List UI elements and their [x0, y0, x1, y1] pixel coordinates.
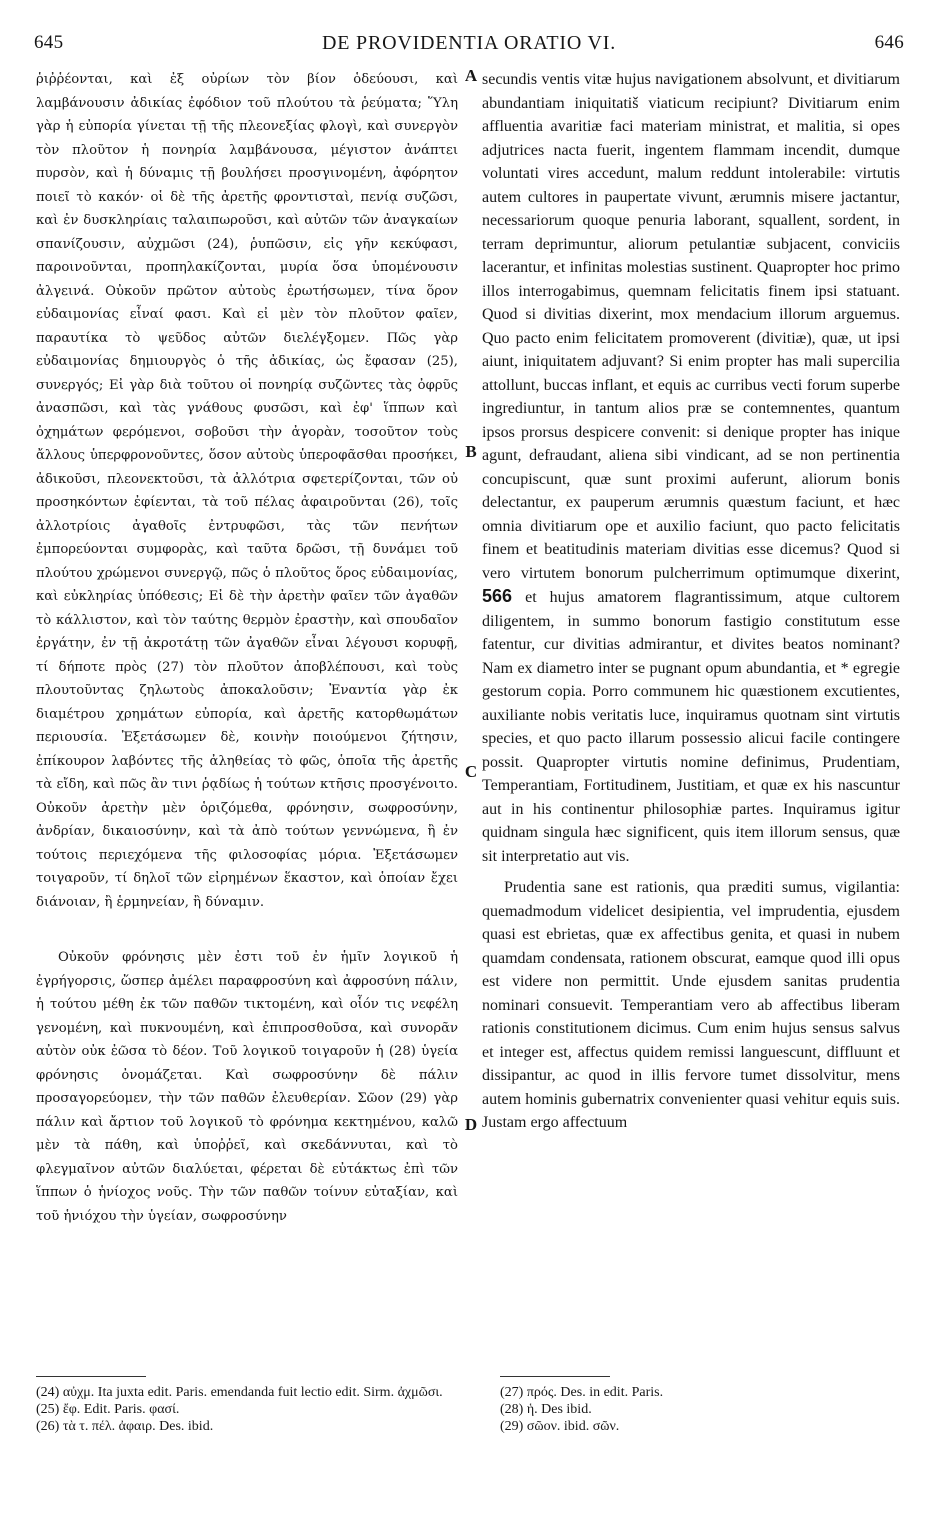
latin-paragraph-2: Prudentia sane est rationis, qua præditi sumus, vigilantia: quemadmodum videlicet desipientia, vel imprudentia, ejusdem quasi est ebrietas, quæ ex affectibus genita, et quasi in nubem quamdam condensata, rationem obscurat, eamque quod illi opus est videre non permittit. Unde ejusdem sanitas prudentia nominari consuevit. Temperantiam vero ab affectibus liberam rationis constitutionem dicimus. Cum enim hujus sensus salvus et integer est, affectus quidem remissi languescunt, diffluunt et dissipantur, ac quod in illis fervore tumet dissolvitur, mens autem hominis gubernatrix convenienter quasi vehitur equis suis. Justam ergo affectuum [482, 879, 900, 1131]
margin-marker-d: D [464, 1115, 478, 1134]
margin-marker-c: C [464, 762, 478, 781]
footnote-rule-right [500, 1376, 610, 1377]
footnotes-left [36, 1384, 456, 1435]
footnote-26: (26) τὰ τ. πέλ. ἀφαιρ. Des. ibid. [36, 1419, 214, 1434]
footnote-27: (27) πρός. Des. in edit. Paris. [500, 1385, 664, 1400]
latin-paragraph-1 [482, 68, 900, 868]
margin-marker-b: B [465, 442, 477, 461]
column-page-number: 566 [482, 586, 513, 606]
footnote-29: (29) σῶον. ibid. σῶν. [500, 1419, 620, 1434]
footnote-24: (24) αὐχμ. Ita juxta edit. Paris. emendanda fuit lectio edit. Sirm. ἀχμῶσι. [36, 1385, 443, 1400]
running-title: DE PROVIDENTIA ORATIO VI. [321, 32, 617, 54]
footnote-25: (25) ἔφ. Edit. Paris. φασί. [36, 1402, 180, 1417]
greek-paragraph-2: Οὐκοῦν φρόνησις μὲν ἐστι τοῦ ἐν ἡμῖν λογικοῦ ἡ ἐγρήγορσις, ὥσπερ ἀμέλει παραφροσύνη καὶ ἀφροσύνη πάλιν, ἡ τούτου μέθη ἐκ τῶν παθῶν τικτομένη, καὶ οἷόν τις νεφέλη γενομένη, καὶ πυκνουμένη, καὶ ἐπιπροσθοῦσα, καὶ συνορᾶν αὐτὸν οὐκ ἐῶσα τὸ δέον. Τοῦ λογικοῦ τοιγαροῦν ἡ (28) ὑγεία φρόνησις ὀνομάζεται. Καὶ σωφροσύνην δὲ πάλιν προσαγορεύομεν, τὴν τῶν παθῶν ἐλευθερίαν. Σῶον (29) γὰρ πάλιν καὶ ἄρτιον τοῦ λογικοῦ τὸ φρόνημα κεκτημένου, καλῶ μὲν τὰ πάθη, καὶ ὑποῤῥεῖ, καὶ σκεδάννυται, καὶ τὸ φλεγμαῖνον αὐτῶν διαλύεται, φέρεται δὲ εὐτάκτως ἐπὶ τῶν ἵππων ὁ ἡνίοχος νοῦς. Τὴν τῶν παθῶν τοίνυν εὐταξίαν, καὶ τοῦ ἡνιόχου τὴν ὑγείαν, σωφροσύνην [36, 950, 458, 1224]
latin-paragraph-1-part-a: secundis ventis vitæ hujus navigationem absolvunt, et divitiarum abundantiam iniquitatiš viaticum recipiunt? Divitiarum enim affluentia avaritiæ faci materiam ministrat, et malitia, si opes adjutrices nacta fuerit, ingentem flammam incendit, dumque voluntati vires accedunt, malum reddunt intolerabile: virtutis autem cultores in paupertate vivunt, ærumnis misere jactantur, necessariorum quoque penuria laborant, squallent, sordent, in terram deprimuntur, aliorum petulantiæ subjacent, conviciis lacerantur, et infinitas molestias sustinent. Quapropter hoc primo illos interrogabimus, quemnam felicitatis finem ipsi statuant. Quod si divitias dixerint, mox mendacium illorum arguemus. Quo pacto enim felicitatem promoverent (divitiæ), quæ, ut ipsi aiunt, iniquitatem adjuvant? Si enim propter has mali supercilia attollunt, buccas inflant, et equis ac curribus vecti forum superbe ingrediuntur, in tantum alios præ se contemnentes, quantum ipsos prorsus despicere convenit: si denique propter has inique agunt, defraudant, aliena sibi vindicant, ad se non pertinentia concupiscunt, quæ sunt proximi auferunt, aliorum bonis delectantur, ex pauperum ærumnis quæstum faciunt, et hæc omnia divitiarum ope et auxilio faciunt, quo pacto felicitatis finem et beatitudinis materiam divitias esse dicemus? Quod si vero virtutem bonorum pulcherrimum optimumque dixerint, [482, 71, 900, 582]
latin-column [482, 68, 900, 1135]
latin-paragraph-1-part-b: et hujus amatorem flagrantissimum, atque cultorem diligentem, in summo bonorum fastigio constitutum esse fatentur, cur divitias admirantur, et divites beatos nominant? Nam ex diametro inter se pugnant opum abundantia, et * egregie gestorum copia. Porro communem hic quæstionem excutientes, auxiliante nobis veritatis luce, inquiramus quotnam sint virtutis species, et quo pacto illarum possessio alicui facile contingere possit. Quapropter virtutis nomine definimus, Prudentiam, Temperantiam, Fortitudinem, Justitiam, et quæ ex his nascuntur aut in his continentur philosophiæ partes. Inquiramus igitur quidnam singula hæc significent, quis item illorum sensus, quæ sit interpretatio aut vis. [482, 589, 901, 865]
page-header [34, 32, 904, 62]
page-number-right: 646 [874, 32, 904, 53]
greek-paragraph-1: ῥιῤῥέονται, καὶ ἐξ οὐρίων τὸν βίον ὁδεύουσι, καὶ λαμβάνουσιν ἀδικίας ἐφόδιον τοῦ πλούτου τὰ ῥεύματα; Ὕλη γὰρ ἡ εὐπορία γίνεται τῇ τῆς πλεονεξίας φλογὶ, καὶ συνεργὸν τὸν πλοῦτον ἡ πονηρία λαμβάνουσα, μέγιστον ἀνάπτει πυρσὸν, καὶ ἡ δύναμις τῇ βουλήσει προσγινομένη, ἀφόρητον ποιεῖ τὸ κακόν· οἱ δὲ τῆς ἀρετῆς φροντισταὶ, πενίᾳ συζῶσι, καὶ ἐν δυσκληρίαις ταλαιπωροῦσι, καὶ αὐτῶν τῶν ἀναγκαίων σπανίζουσιν, αὐχμῶσι (24), ῥυπῶσιν, εἰς γῆν κεκύφασι, παροινοῦνται, προπηλακίζονται, μυρία ὅσα ὑπομένουσιν ἀλγεινά. Οὐκοῦν πρῶτον αὐτοὺς ἐρωτήσωμεν, τίνα ὅρον εὐδαιμονίας εἶναί φασι. Καὶ εἰ μὲν τὸν πλοῦτον φαῖεν, παραυτίκα τὸ ψεῦδος αὐτῶν διελέγξομεν. Πῶς γὰρ εὐδαιμονίας δημιουργὸς ὁ τῆς ἀδικίας, ὡς ἔφασαν (25), συνεργός; Εἰ γὰρ διὰ τοῦτου οἱ πονηρίᾳ συζῶντες τὰς ὀφρῦς ἀνασπῶσι, καὶ τὰς γνάθους φυσῶσι, καὶ ἐφ' ἵππων καὶ ὀχημάτων φερόμενοι, σοβοῦσι τὴν ἀγορὰν, τοσοῦτον τοὺς ἄλλους ὑπερφρονοῦντες, ὅσον αὐτοὺς ὑπεροφᾶσθαι προσήκει, ἀδικοῦσι, πλεονεκτοῦσι, τὰ ἀλλότρια σφετερίζονται, τῶν οὐ προσηκόντων ἐφίενται, τὰ τοῦ πέλας ἀφαιροῦνται (26), τοῖς ἀλλοτρίοις ἀγαθοῖς ἐντρυφῶσι, τὰς τῶν πενήτων ἐμπορεύονται συμφορὰς, καὶ ταῦτα δρῶσι, τῇ δυνάμει τοῦ πλούτου χρώμενοι συνεργῷ, πῶς ὁ πλοῦτος ὅρος εὐδαιμονίας, καὶ εὐκληρίας ὑπόθεσις; Εἰ δὲ τὴν ἀρετὴν φαῖεν τῶν ἀγαθῶν τὸ κάλλιστον, καὶ τὸν ταύτης θερμὸν ἐραστὴν, καὶ σπουδαῖον ἐργάτην, ἐν τῇ ἀκροτάτῃ τῶν ἀγαθῶν εἶναι λέγουσι κορυφῇ, τί δήποτε πρὸς (27) τὸν πλοῦτον ἀποβλέπουσι, καὶ τοὺς πλουτοῦντας ζηλωτοὺς ἀποκαλοῦσιν; Ἐναντία γὰρ ἐκ διαμέτρου χρημάτων εὐπορία, καὶ ἀρετῆς κατορθωμάτων περιουσία. Ἐξετάσωμεν δὲ, κοινὴν ποιούμενοι ζήτησιν, ἐπίκουρον λαβόντες τῆς ἀληθείας τὸ φῶς, ὁποῖα τῆς ἀρετῆς τὰ εἴδη, καὶ πῶς ἂν τινι ῥᾳδίως ἡ τούτων κτῆσις προσγένοιτο. Οὐκοῦν ἀρετὴν μὲν ὁριζόμεθα, φρόνησιν, σωφροσύνην, ἀνδρίαν, δικαιοσύνην, καὶ τὰ ἀπὸ τούτων γεννώμενα, ἢ ἐν τούτοις περιεχόμενα τῆς φιλοσοφίας μόρια. Ἐξετάσωμεν τοιγαροῦν, τί δηλοῖ τῶν εἰρημένων ἕκαστον, καὶ ὁποίαν ἔχει διάνοιαν, ἢ ἑρμηνείαν, ἢ δύναμιν. [36, 72, 458, 910]
page-number-left: 645 [34, 32, 64, 53]
footnotes-right [500, 1384, 900, 1435]
margin-marker-a: A [464, 66, 478, 85]
footnote-28: (28) ἡ. Des ibid. [500, 1402, 592, 1417]
footnote-rule-left [36, 1376, 146, 1377]
greek-column [36, 68, 458, 1228]
